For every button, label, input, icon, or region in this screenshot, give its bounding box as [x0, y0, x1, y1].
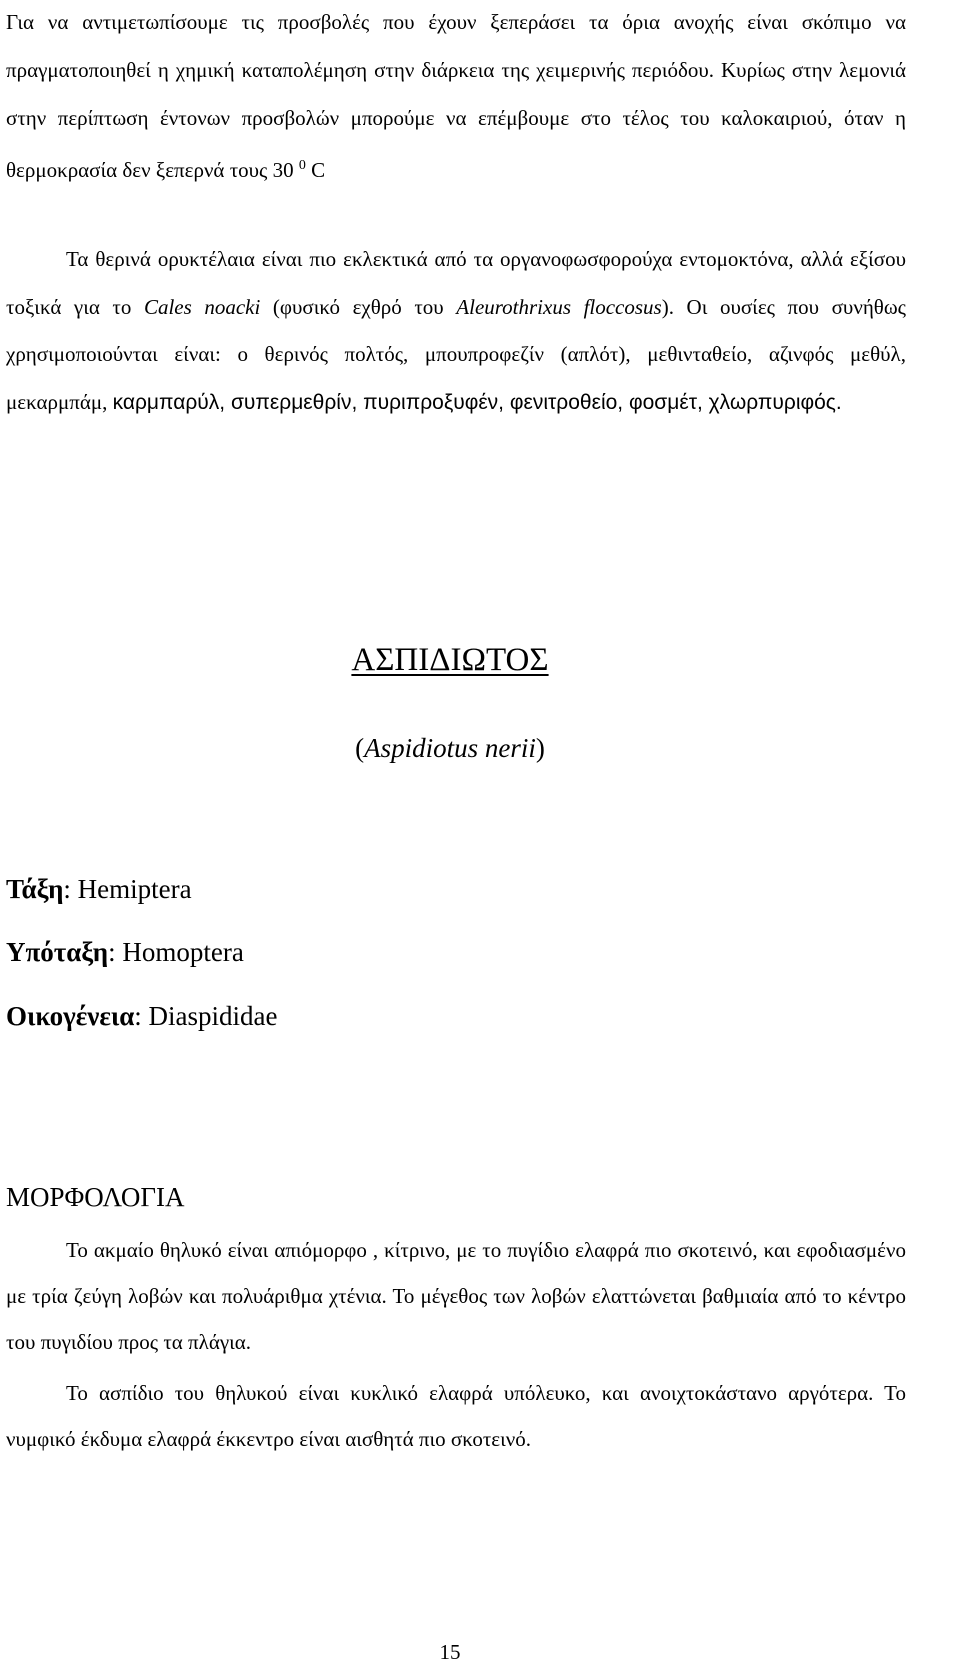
- latin-open-paren: (: [355, 733, 365, 763]
- temperature-unit: C: [305, 158, 326, 182]
- degree-superscript: 0: [298, 158, 306, 173]
- paragraph-1-text: Για να αντιμετωπίσουμε τις προσβολές που έχουν ξεπεράσει τα όρια ανοχής είναι σκόπιμο να πραγματοποιηθεί η χημική καταπολέμηση στην διάρκεια της χειμερινής περιόδου. Κυρίως στην λεμονιά στην περίπτωση έντονων προσβολών μπορούμε να επέμβουμε στο τέλος του καλοκαιριού, όταν η θερμοκρασία δεν ξεπερνά τους 30: [6, 10, 906, 182]
- paragraph-chemical-control: [6, 0, 906, 194]
- latin-name: [0, 728, 900, 768]
- taxonomy-order: [6, 869, 192, 909]
- taxonomy-family: [6, 996, 278, 1036]
- paragraph-female-scale: [6, 1370, 906, 1462]
- paragraph-4-text: Το ασπίδιο του θηλυκού είναι κυκλικό ελαφρά υπόλευκο, και ανοιχτοκάστανο αργότερα. Το νυμφικό έκδυμα ελαφρά έκκεντρο είναι αισθητά πιο σκοτεινό.: [6, 1381, 906, 1451]
- morphology-heading: ΜΟΡΦΟΛΟΓΙΑ: [6, 1182, 185, 1212]
- latin-name-text: Aspidiotus nerii: [364, 733, 536, 763]
- section-heading: [0, 640, 900, 680]
- paragraph-2-part-3: ). Οι ουσίες που συνήθως χρησιμοποιούνται είναι: ο θερινός πολτός, μπουπροφεζίν (απλότ), μεθινταθείο, αζινφός μεθύλ, μεκαρμπάμ,: [6, 294, 906, 414]
- page-number: 15: [439, 1640, 461, 1664]
- latin-close-paren: ): [535, 733, 545, 763]
- species-cales-noacki: Cales noacki: [143, 294, 261, 319]
- paragraph-female-adult: [6, 1227, 906, 1365]
- paragraph-2-part-2: (φυσικό εχθρό του: [260, 294, 457, 319]
- family-label: Οικογένεια: [6, 1001, 135, 1031]
- family-value: : Diaspididae: [134, 1001, 278, 1031]
- suborder-label: Υπόταξη: [6, 937, 109, 967]
- suborder-value: : Homoptera: [108, 937, 244, 967]
- species-aleurothrixus: Aleurothrixus floccosus: [456, 294, 662, 319]
- paragraph-2-part-4: καρμπαρύλ, συπερμεθρίν, πυριπροξυφέν, φενιτροθείο, φοσμέτ, χλωρπυριφός.: [112, 390, 842, 414]
- paragraph-2-part-1: Τα θερινά ορυκτέλαια είναι πιο εκλεκτικά από τα οργανοφωσφορούχα εντομοκτόνα, αλλά εξίσου τοξικά για το: [6, 247, 906, 319]
- paragraph-summer-oils: [6, 236, 906, 426]
- taxonomy-suborder: [6, 932, 244, 972]
- heading-text: ΑΣΠΙΔΙΩΤΟΣ: [351, 642, 549, 678]
- paragraph-3-text: Το ακμαίο θηλυκό είναι απιόμορφο , κίτρινο, με το πυγίδιο ελαφρά πιο σκοτεινό, και εφοδιασμένο με τρία ζεύγη λοβών και πολυάριθμα χτένια. Το μέγεθος των λοβών ελαττώνεται βαθμιαία από το κέντρο του πυγιδίου προς τα πλάγια.: [6, 1238, 906, 1354]
- order-label: Τάξη: [6, 874, 64, 904]
- order-value: : Hemiptera: [63, 874, 192, 904]
